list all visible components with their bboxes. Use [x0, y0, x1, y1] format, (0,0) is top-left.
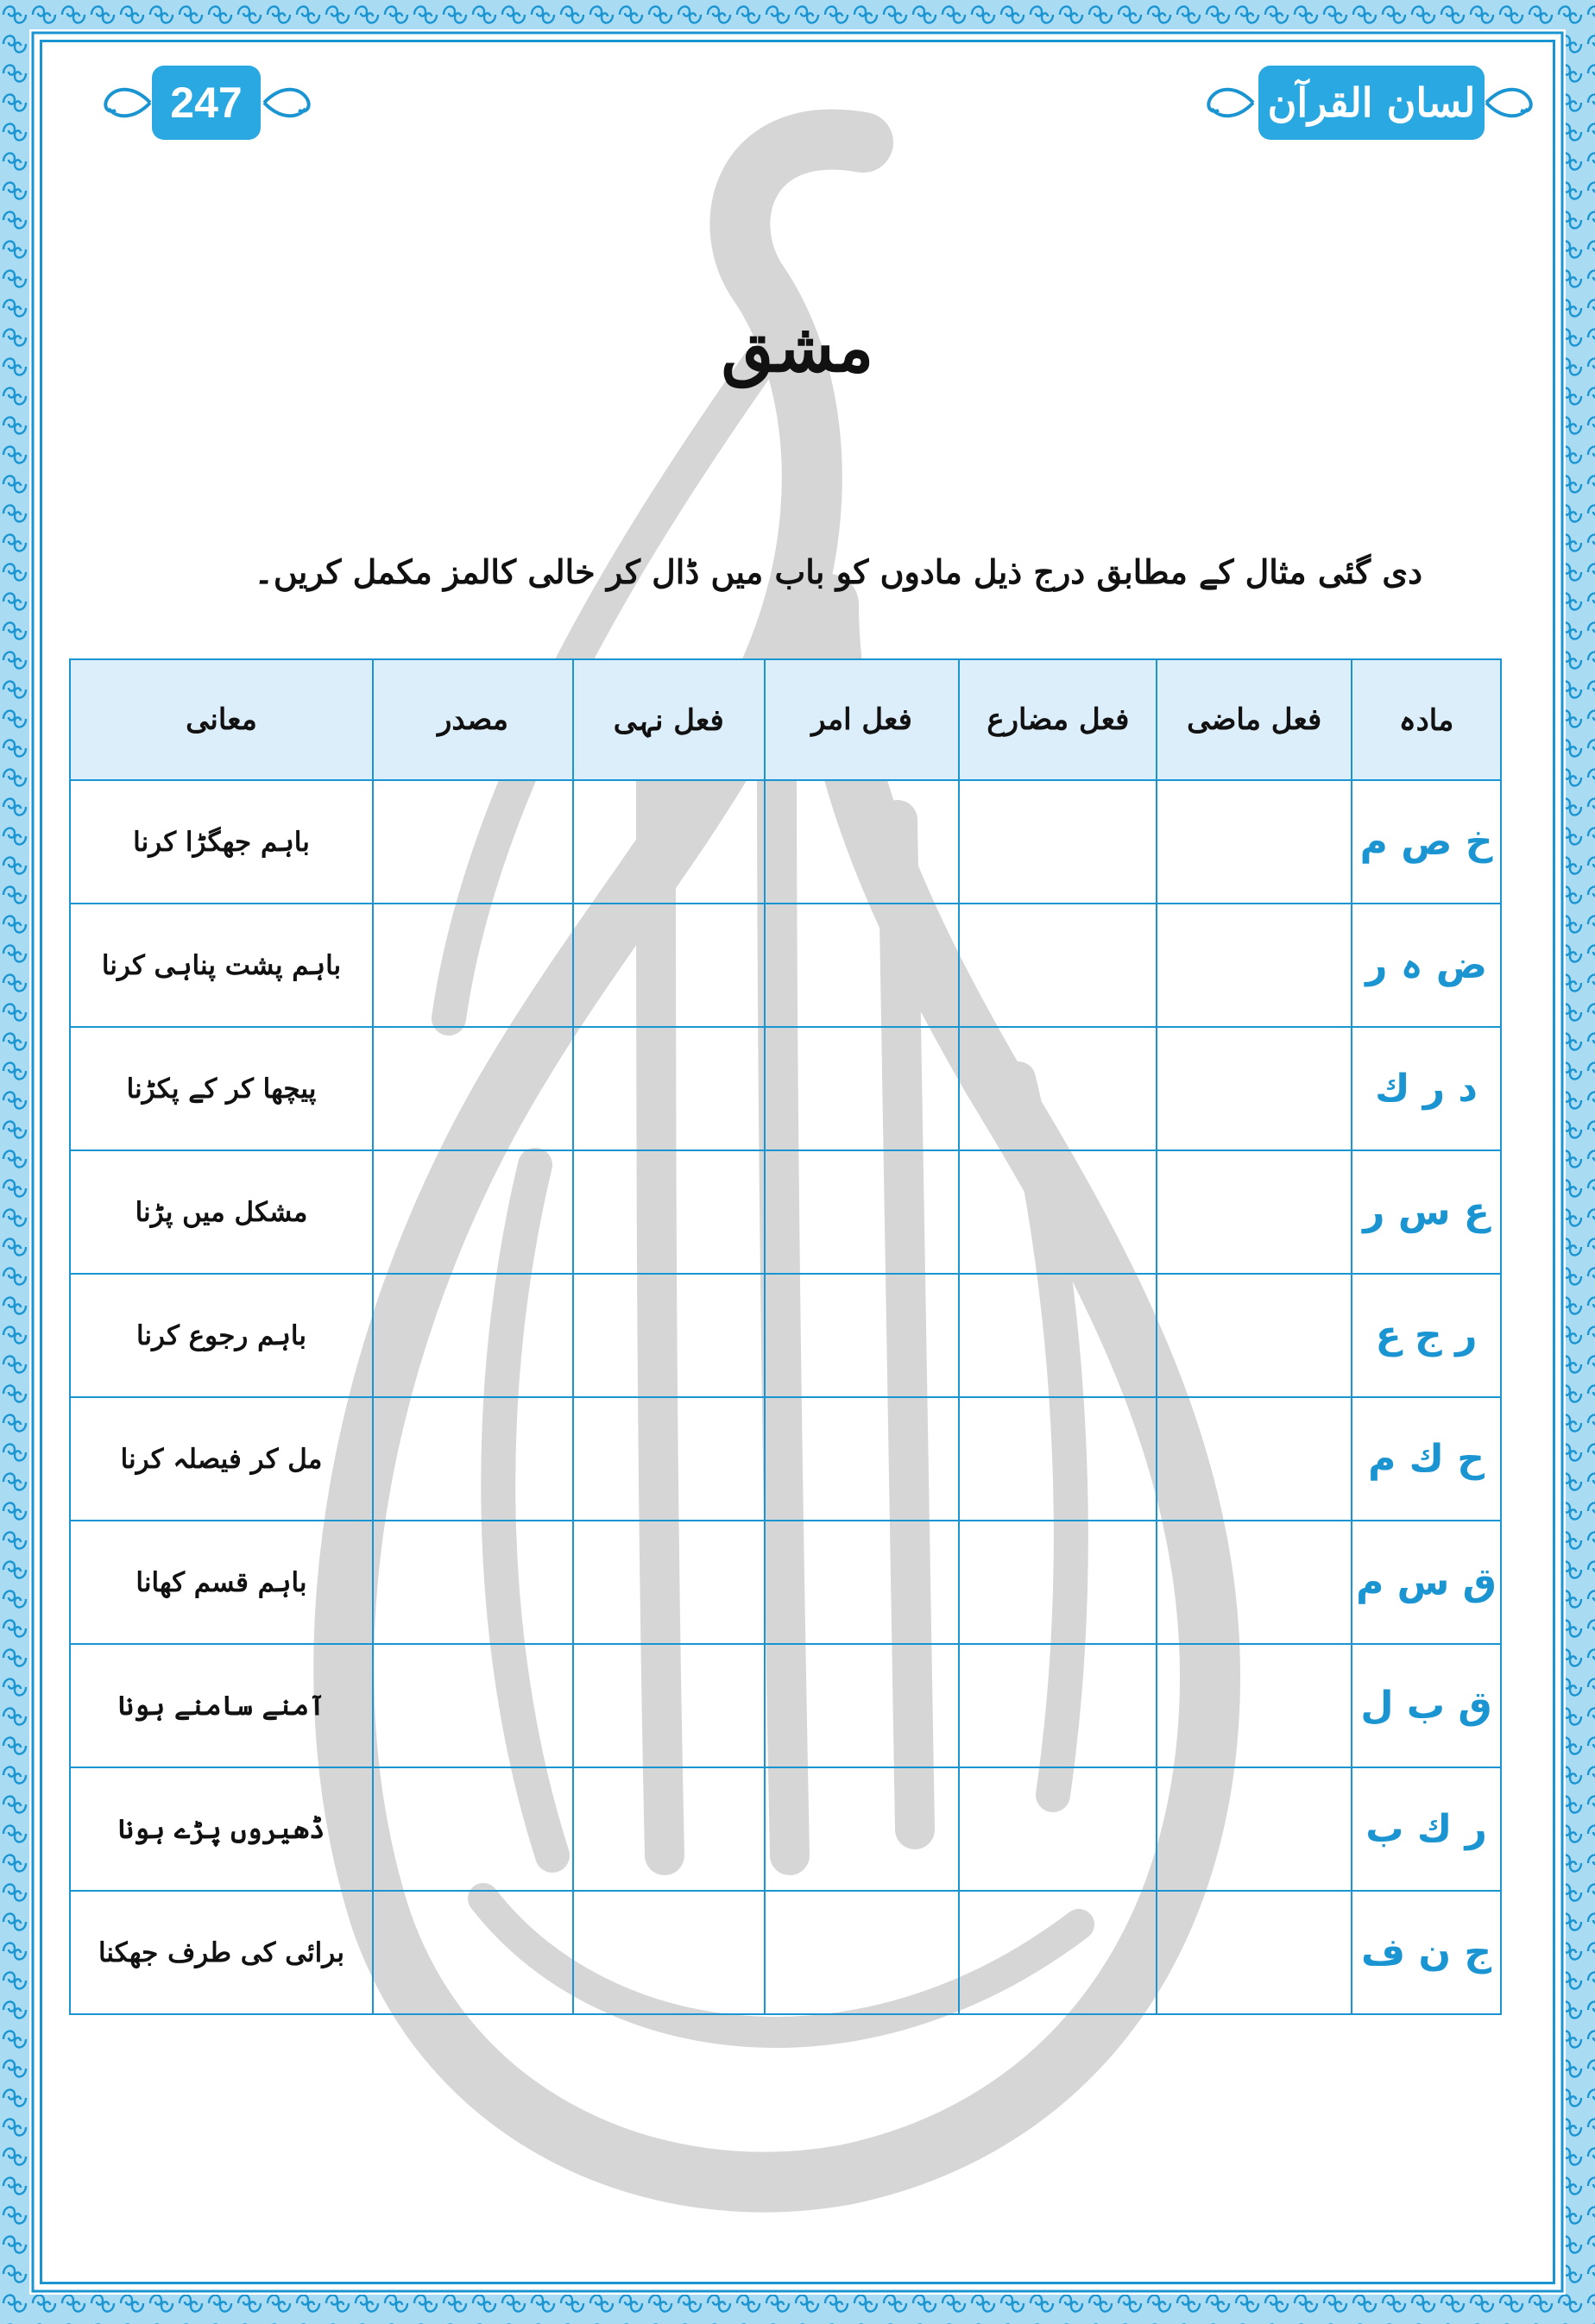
header-past-verb: فعل ماضی — [1157, 659, 1352, 780]
past-verb-cell[interactable] — [1157, 1891, 1352, 2014]
prohibitive-cell[interactable] — [573, 904, 765, 1027]
table-row — [70, 1767, 1501, 1891]
imperative-cell[interactable] — [765, 1767, 960, 1891]
prohibitive-cell[interactable] — [573, 1397, 765, 1521]
root-cell: ق س م — [1352, 1521, 1501, 1644]
imperative-cell[interactable] — [765, 1644, 960, 1767]
page-left-flourish-icon — [91, 79, 152, 126]
right-flourish-icon — [1485, 79, 1545, 126]
root-cell: د ر ك — [1352, 1027, 1501, 1150]
root-cell: ق ب ل — [1352, 1644, 1501, 1767]
verbal-noun-cell[interactable] — [373, 1027, 573, 1150]
header-present-verb: فعل مضارع — [959, 659, 1157, 780]
past-verb-cell[interactable] — [1157, 1274, 1352, 1397]
past-verb-cell[interactable] — [1157, 904, 1352, 1027]
imperative-cell[interactable] — [765, 1274, 960, 1397]
root-cell: ع س ر — [1352, 1150, 1501, 1274]
verbal-noun-cell[interactable] — [373, 1891, 573, 2014]
past-verb-cell[interactable] — [1157, 780, 1352, 904]
table-row — [70, 1644, 1501, 1767]
meaning-cell: ڈھیروں پڑے ہونا — [70, 1767, 373, 1891]
verbal-noun-cell[interactable] — [373, 1397, 573, 1521]
present-verb-cell[interactable] — [959, 904, 1157, 1027]
meaning-cell: مشکل میں پڑنا — [70, 1150, 373, 1274]
root-cell: ر ج ع — [1352, 1274, 1501, 1397]
table-row — [70, 1150, 1501, 1274]
imperative-cell[interactable] — [765, 1521, 960, 1644]
table-row — [70, 1397, 1501, 1521]
past-verb-cell[interactable] — [1157, 1521, 1352, 1644]
present-verb-cell[interactable] — [959, 1397, 1157, 1521]
past-verb-cell[interactable] — [1157, 1027, 1352, 1150]
present-verb-cell[interactable] — [959, 1767, 1157, 1891]
root-cell: ر ك ب — [1352, 1767, 1501, 1891]
imperative-cell[interactable] — [765, 1397, 960, 1521]
meaning-cell: مل کر فیصلہ کرنا — [70, 1397, 373, 1521]
verbal-noun-cell[interactable] — [373, 780, 573, 904]
past-verb-cell[interactable] — [1157, 1644, 1352, 1767]
prohibitive-cell[interactable] — [573, 1891, 765, 2014]
verbal-noun-cell[interactable] — [373, 1150, 573, 1274]
present-verb-cell[interactable] — [959, 1027, 1157, 1150]
imperative-cell[interactable] — [765, 780, 960, 904]
imperative-cell[interactable] — [765, 1150, 960, 1274]
meaning-cell: پیچھا کر کے پکڑنا — [70, 1027, 373, 1150]
verbal-noun-cell[interactable] — [373, 1767, 573, 1891]
header-root: مادہ — [1352, 659, 1501, 780]
past-verb-cell[interactable] — [1157, 1767, 1352, 1891]
header-imperative: فعل امر — [765, 659, 960, 780]
meaning-cell: برائی کی طرف جھکنا — [70, 1891, 373, 2014]
prohibitive-cell[interactable] — [573, 1521, 765, 1644]
verbal-noun-cell[interactable] — [373, 1521, 573, 1644]
past-verb-cell[interactable] — [1157, 1150, 1352, 1274]
prohibitive-cell[interactable] — [573, 1274, 765, 1397]
prohibitive-cell[interactable] — [573, 1150, 765, 1274]
meaning-cell: باہم پشت پناہی کرنا — [70, 904, 373, 1027]
header-verbal-noun: مصدر — [373, 659, 573, 780]
meaning-cell: باہم جھگڑا کرنا — [70, 780, 373, 904]
root-cell: خ ص م — [1352, 780, 1501, 904]
page-title: مشق — [721, 309, 874, 387]
present-verb-cell[interactable] — [959, 1644, 1157, 1767]
table-row — [70, 904, 1501, 1027]
table-row — [70, 780, 1501, 904]
verbal-noun-cell[interactable] — [373, 1274, 573, 1397]
imperative-cell[interactable] — [765, 904, 960, 1027]
present-verb-cell[interactable] — [959, 1521, 1157, 1644]
page-right-flourish-icon — [262, 79, 323, 126]
meaning-cell: باہم قسم کھانا — [70, 1521, 373, 1644]
imperative-cell[interactable] — [765, 1891, 960, 2014]
table-row — [70, 1274, 1501, 1397]
left-flourish-icon — [1195, 79, 1255, 126]
table-header-row — [70, 659, 1501, 780]
header-prohibitive: فعل نہی — [573, 659, 765, 780]
verbal-noun-cell[interactable] — [373, 904, 573, 1027]
past-verb-cell[interactable] — [1157, 1397, 1352, 1521]
present-verb-cell[interactable] — [959, 780, 1157, 904]
exercise-instruction: دی گئی مثال کے مطابق درج ذیل مادوں کو باب میں ڈال کر خالی کالمز مکمل کریں۔ — [254, 552, 1422, 591]
present-verb-cell[interactable] — [959, 1150, 1157, 1274]
meaning-cell: باہم رجوع کرنا — [70, 1274, 373, 1397]
root-cell: ض ہ ر — [1352, 904, 1501, 1027]
page-number-badge: 247 — [152, 66, 261, 140]
prohibitive-cell[interactable] — [573, 1027, 765, 1150]
book-title-badge: لسان القرآن — [1258, 66, 1485, 140]
prohibitive-cell[interactable] — [573, 1767, 765, 1891]
present-verb-cell[interactable] — [959, 1891, 1157, 2014]
verbal-noun-cell[interactable] — [373, 1644, 573, 1767]
table-row — [70, 1521, 1501, 1644]
prohibitive-cell[interactable] — [573, 1644, 765, 1767]
root-cell: ح ك م — [1352, 1397, 1501, 1521]
root-cell: ج ن ف — [1352, 1891, 1501, 2014]
header-meaning: معانی — [70, 659, 373, 780]
meaning-cell: آمنے سامنے ہونا — [70, 1644, 373, 1767]
exercise-table — [69, 658, 1502, 2015]
imperative-cell[interactable] — [765, 1027, 960, 1150]
table-row — [70, 1027, 1501, 1150]
present-verb-cell[interactable] — [959, 1274, 1157, 1397]
prohibitive-cell[interactable] — [573, 780, 765, 904]
table-row — [70, 1891, 1501, 2014]
